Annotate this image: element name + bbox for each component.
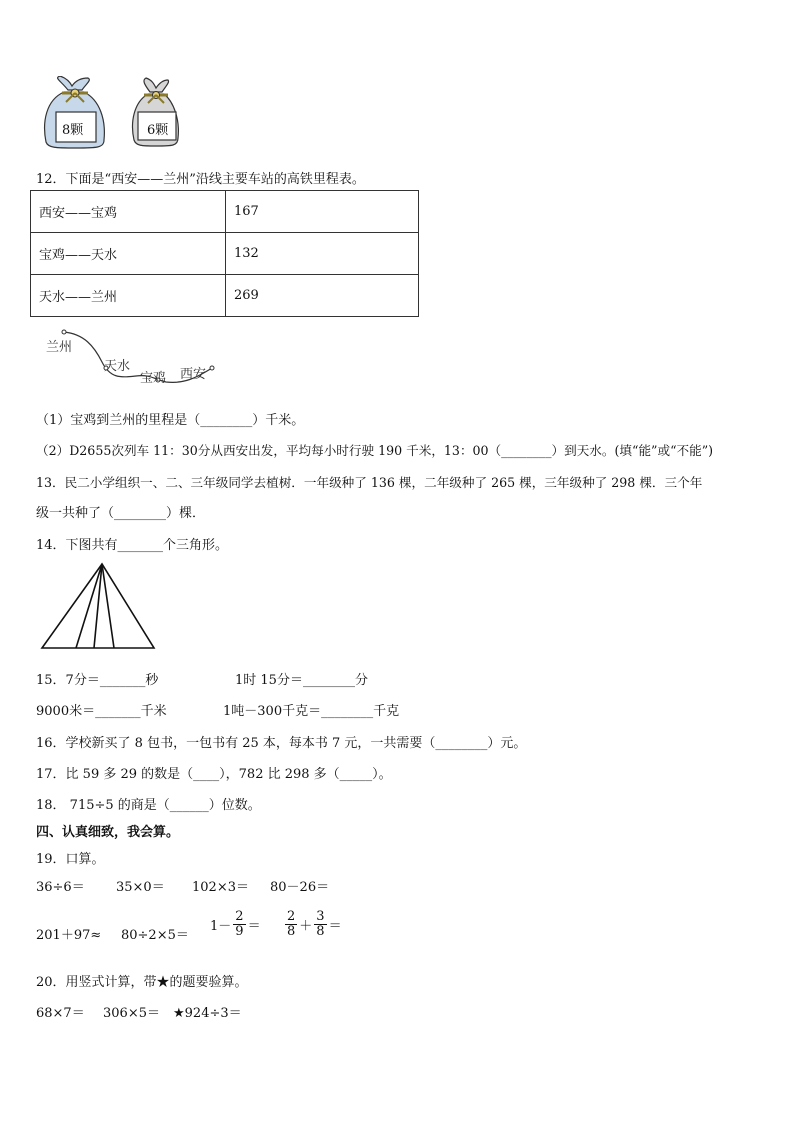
table-row [31, 275, 419, 317]
station-dot-xian [210, 366, 214, 370]
km-cell: 167 [226, 191, 419, 233]
bag-large-label: 8颗 [62, 123, 84, 138]
fraction [285, 910, 297, 939]
numerator: 2 [287, 909, 296, 924]
map-label-baoji: 宝鸡 [140, 371, 167, 386]
q19-item: 80÷2×5＝ [121, 928, 189, 943]
mileage-table [30, 190, 419, 317]
km-cell: 132 [226, 233, 419, 275]
q12-sub1: （1）宝鸡到兰州的里程是（________）千米。 [36, 413, 305, 428]
q20-item: ★924÷3＝ [173, 1006, 242, 1021]
q17-text: 17．比 59 多 29 的数是（____），782 比 298 多（_____）。 [36, 767, 392, 782]
q12-sub2: （2）D2655次列车 11：30分从西安出发，平均每小时行驶 190 千米，13：00（________）到天水。(填“能”或“不能”) [36, 443, 714, 458]
q15-b: 1时 15分＝________分 [235, 673, 368, 688]
station-dot-lanzhou [62, 330, 66, 334]
q20-item: 306×5＝ [103, 1006, 160, 1021]
q19-item: 35×0＝ [116, 880, 165, 895]
q19-item: 102×3＝ [192, 880, 249, 895]
fraction [314, 910, 326, 939]
equals: ＝ [247, 919, 261, 934]
bag-small-label: 6颗 [147, 123, 169, 138]
q20-title: 20．用竖式计算，带★的题要验算。 [36, 975, 248, 990]
numerator: 2 [235, 909, 244, 924]
q20-item: 68×7＝ [36, 1006, 85, 1021]
q19-title: 19．口算。 [36, 852, 105, 867]
table-row [31, 233, 419, 275]
q19-item: 80－26＝ [270, 880, 330, 895]
whole-part: 1－ [210, 919, 232, 934]
denominator: 8 [287, 924, 296, 939]
table-row [31, 191, 419, 233]
km-cell: 269 [226, 275, 419, 317]
q16-text: 16．学校新买了 8 包书，一包书有 25 本，每本书 7 元，一共需要（________）元。 [36, 736, 527, 751]
denominator: 8 [316, 924, 325, 939]
equals: ＝ [328, 919, 342, 934]
q13-line2: 级一共种了（________）棵． [36, 506, 206, 521]
q18-text: 18． 715÷5 的商是（______）位数。 [36, 798, 261, 813]
route-cell: 宝鸡——天水 [31, 233, 226, 275]
q13-line1: 13．民二小学组织一、二、三年级同学去植树．一年级种了 136 棵，二年级种了 265 棵，三年级种了 298 棵．三个年 [36, 475, 703, 490]
q14-text: 14．下图共有_______个三角形。 [36, 538, 229, 553]
denominator: 9 [235, 924, 244, 939]
q15-a: 15．7分＝_______秒 [36, 673, 159, 688]
fraction [233, 910, 245, 939]
map-label-xian: 西安 [180, 367, 207, 382]
railway-route-map [40, 326, 230, 392]
q15-c: 9000米＝_______千米 [36, 704, 167, 719]
inner-segment [102, 564, 114, 648]
route-cell: 西安——宝鸡 [31, 191, 226, 233]
map-label-lanzhou: 兰州 [46, 340, 73, 355]
section4-title: 四、认真细致，我会算。 [36, 825, 180, 840]
triangle-figure [38, 560, 158, 652]
map-label-tianshui: 天水 [104, 359, 131, 374]
q19-fraction-expr-2 [283, 910, 342, 939]
route-cell: 天水——兰州 [31, 275, 226, 317]
q15-d: 1吨－300千克＝________千克 [223, 704, 400, 719]
q19-item: 201＋97≈ [36, 928, 102, 943]
q19-item: 36÷6＝ [36, 880, 85, 895]
q19-fraction-expr-1 [210, 910, 261, 939]
plus-sign: ＋ [299, 919, 313, 934]
candy-bags-illustration [38, 76, 208, 152]
numerator: 3 [316, 909, 325, 924]
q12-title: 12．下面是“西安——兰州”沿线主要车站的高铁里程表。 [36, 172, 365, 187]
